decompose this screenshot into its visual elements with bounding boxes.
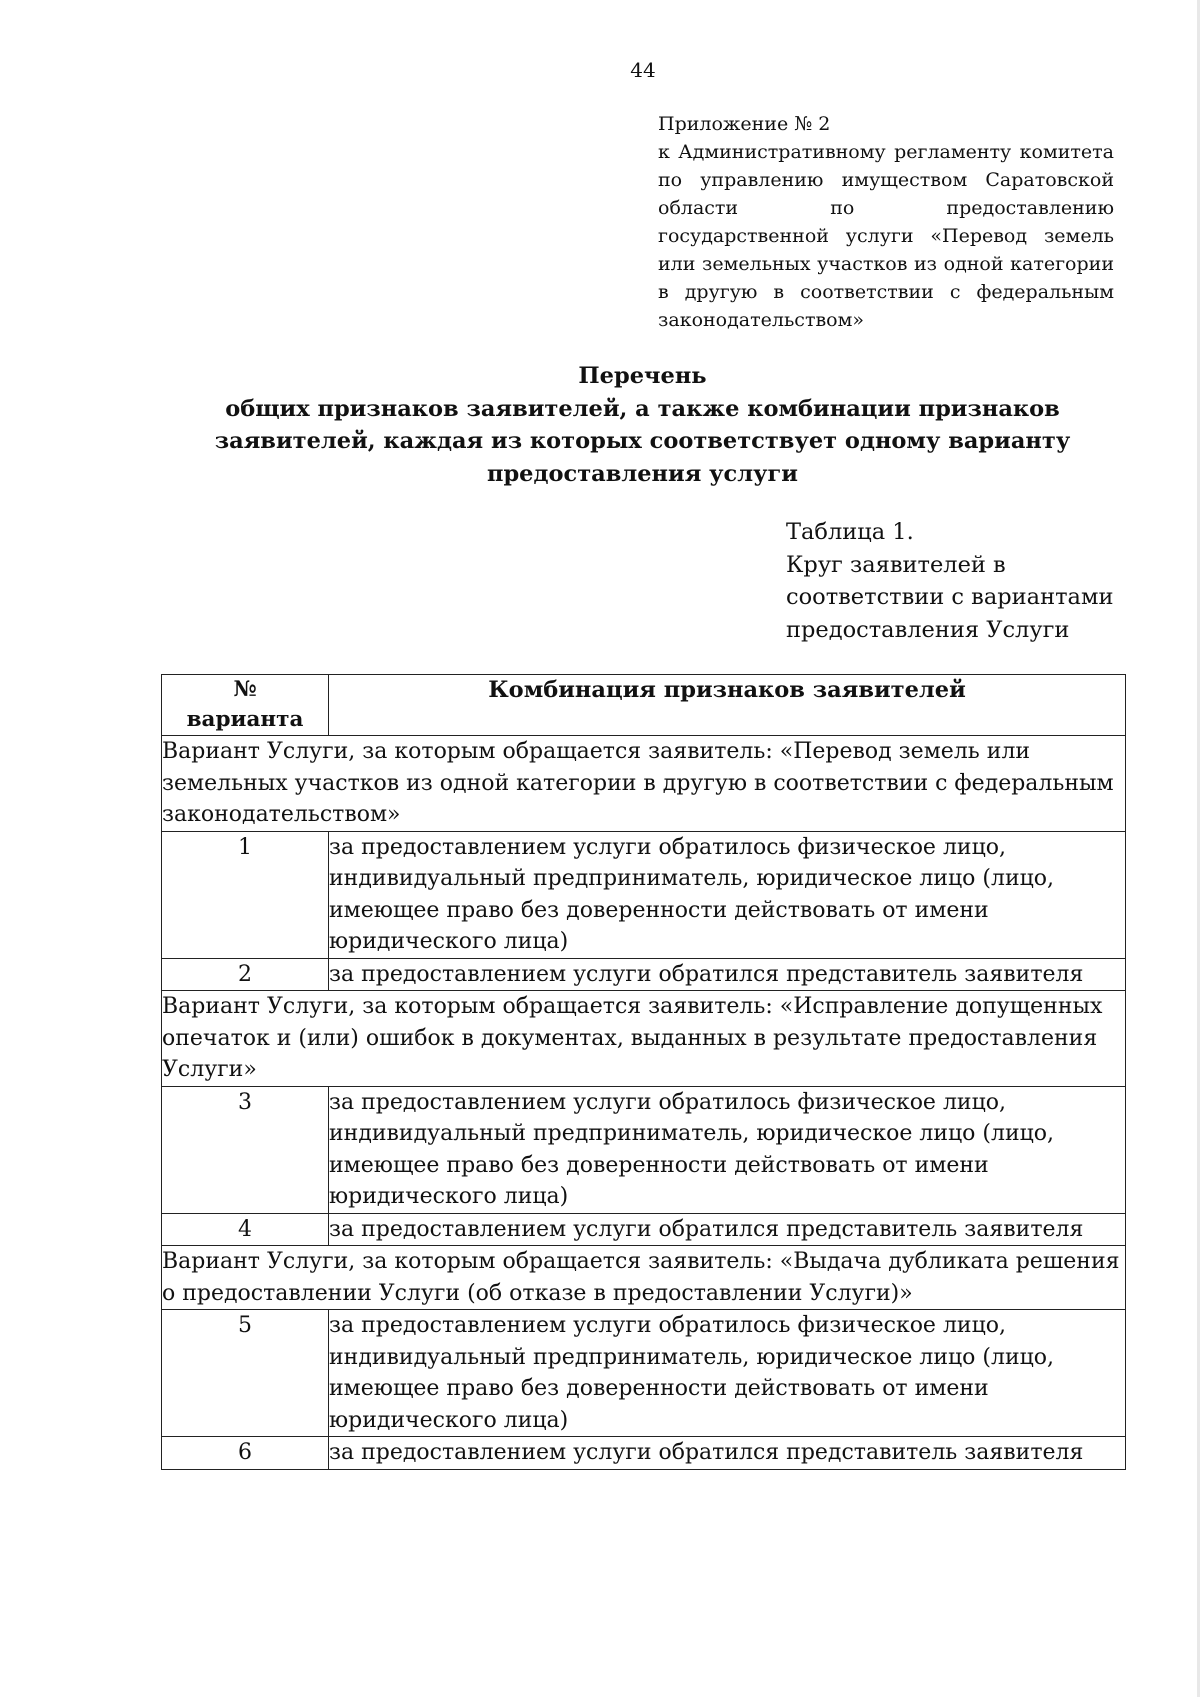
header-num-word: варианта [186, 707, 304, 732]
table-row [162, 1086, 1126, 1213]
header-combination: Комбинация признаков заявителей [329, 675, 1126, 736]
table-row [162, 1213, 1126, 1246]
group-row [162, 736, 1126, 832]
table-row [162, 1310, 1126, 1437]
variant-description: за предоставлением услуги обратилось физическое лицо, индивидуальный предприниматель, юридическое лицо (лицо, имеющее право без доверенности действовать от имени юридического лица) [329, 1086, 1126, 1213]
table-row [162, 831, 1126, 958]
group-title: Вариант Услуги, за которым обращается заявитель: «Исправление допущенных опечаток и (или) ошибок в документах, выданных в результате предоставления Услуги» [162, 991, 1126, 1087]
table-caption-line: Круг заявителей в [786, 551, 1006, 578]
variant-number: 3 [162, 1086, 329, 1213]
variant-description: за предоставлением услуги обратился представитель заявителя [329, 1213, 1126, 1246]
header-variant-number [162, 675, 329, 736]
document-title-line: заявителей, каждая из которых соответствует одному варианту [214, 428, 1071, 454]
document-title-line: предоставления услуги [486, 460, 798, 487]
appendix-header [658, 110, 1114, 334]
appendix-body: к Административному регламенту комитета по управлению имуществом Саратовской области по предоставлению государственной услуги «Перевод земель или земельных участков из одной категории в другую в соответствии с федеральным законодательством» [658, 141, 1114, 331]
variant-number: 5 [162, 1310, 329, 1437]
group-row [162, 991, 1126, 1087]
table-caption [786, 516, 1146, 646]
table-header-row [162, 675, 1126, 736]
table-caption-line: предоставления Услуги [786, 616, 1070, 643]
variant-description: за предоставлением услуги обратилось физическое лицо, индивидуальный предприниматель, юридическое лицо (лицо, имеющее право без доверенности действовать от имени юридического лица) [329, 831, 1126, 958]
header-num-symbol: № [233, 677, 257, 702]
group-title: Вариант Услуги, за которым обращается заявитель: «Перевод земель или земельных участков из одной категории в другую в соответствии с федеральным законодательством» [162, 736, 1126, 832]
variant-description: за предоставлением услуги обратилось физическое лицо, индивидуальный предприниматель, юридическое лицо (лицо, имеющее право без доверенности действовать от имени юридического лица) [329, 1310, 1126, 1437]
appendix-title: Приложение № 2 [658, 113, 831, 135]
table-caption-line: Таблица 1. [786, 519, 914, 545]
variant-number: 1 [162, 831, 329, 958]
group-row [162, 1246, 1126, 1310]
document-title-line: Перечень [578, 363, 707, 389]
applicant-variants-table [161, 674, 1126, 1470]
page-number: 44 [630, 58, 656, 82]
group-title: Вариант Услуги, за которым обращается заявитель: «Выдача дубликата решения о предоставлении Услуги (об отказе в предоставлении Услуги)» [162, 1246, 1126, 1310]
variant-description: за предоставлением услуги обратился представитель заявителя [329, 1437, 1126, 1470]
variant-number: 2 [162, 958, 329, 991]
variant-number: 6 [162, 1437, 329, 1470]
document-title [150, 360, 1135, 490]
variant-description: за предоставлением услуги обратился представитель заявителя [329, 958, 1126, 991]
table-caption-line: соответствии с вариантами [786, 584, 1114, 610]
table-row [162, 1437, 1126, 1470]
document-title-line: общих признаков заявителей, а также комбинации признаков [225, 395, 1060, 422]
table-row [162, 958, 1126, 991]
variant-number: 4 [162, 1213, 329, 1246]
